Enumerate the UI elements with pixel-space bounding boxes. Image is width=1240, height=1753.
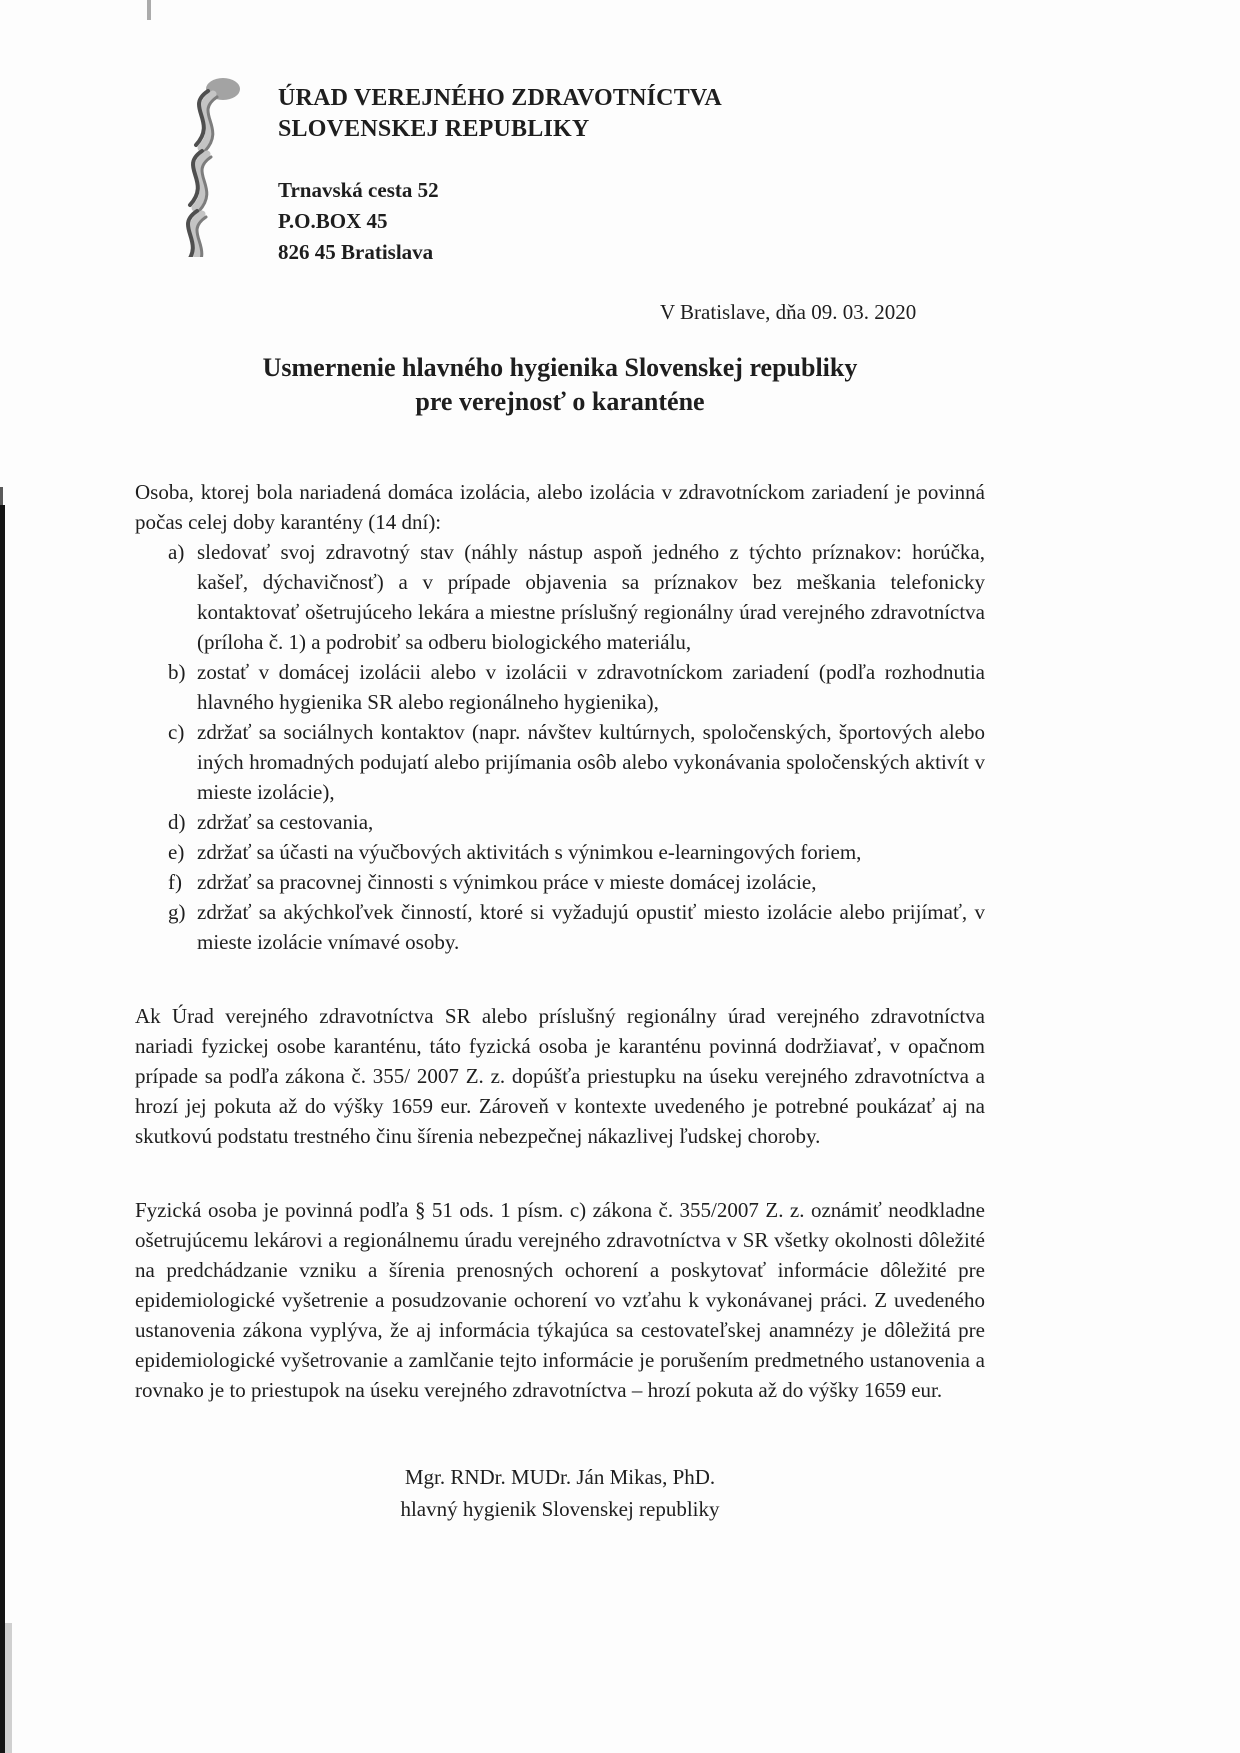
scan-artifact-top-dash: [147, 0, 151, 20]
obligation-list: [135, 537, 985, 957]
uvz-snake-logo-icon: [163, 72, 258, 257]
list-item-f: [135, 867, 985, 897]
list-marker: a): [168, 540, 185, 564]
list-item-a: [135, 537, 985, 657]
list-marker: c): [168, 720, 185, 744]
scan-artifact-bottom-smudge: [5, 1623, 12, 1753]
list-marker: f): [168, 870, 182, 894]
list-item-d: [135, 807, 985, 837]
dateline: V Bratislave, dňa 09. 03. 2020: [660, 300, 917, 324]
letterhead: [278, 83, 978, 268]
list-item-c: [135, 717, 985, 807]
list-marker: g): [168, 900, 186, 924]
list-item-b: [135, 657, 985, 717]
document-title: [135, 351, 985, 419]
signature-title: hlavný hygienik Slovenskej republiky: [400, 1497, 720, 1521]
address-pobox: P.O.BOX 45: [278, 209, 388, 233]
list-marker: d): [168, 810, 186, 834]
list-text: zdržať sa cestovania,: [197, 810, 374, 834]
signature-name: Mgr. RNDr. MUDr. Ján Mikas, PhD.: [404, 1465, 716, 1489]
paragraph-obligation-law: Fyzická osoba je povinná podľa § 51 ods. 1 písm. c) zákona č. 355/2007 Z. z. oznámiť neodkladne ošetrujúcemu lekárovi a regionálnemu úradu verejného zdravotníctva v SR všetky okolnosti dôležité na predchádzanie vzniku a šírenia prenosných ochorení a poskytovať informácie dôležité pre epidemiologické vyšetrenie a posudzovanie ochorení vo vzťahu k vykonávanej práci. Z uvedeného ustanovenia zákona vyplýva, že aj informácia týkajúca sa cestovateľskej anamnézy je dôležitá pre epidemiologické vyšetrovanie a zamlčanie tejto informácie je porušením predmetného ustanovenia a rovnako je to priestupok na úseku verejného zdravotníctva – hrozí pokuta až do výšky 1659 eur.: [135, 1198, 985, 1402]
org-name-line2: SLOVENSKEJ REPUBLIKY: [278, 116, 590, 142]
address-block: [278, 175, 978, 268]
paragraph-penalty: Ak Úrad verejného zdravotníctva SR alebo príslušný regionálny úrad verejného zdravotníctva nariadi fyzickej osobe karanténu, táto fyzická osoba je karanténu povinná dodržiavať, v opačnom prípade sa podľa zákona č. 355/ 2007 Z. z. dopúšťa priestupku na úseku verejného zdravotníctva a hrozí jej pokuta až do výšky 1659 eur. Zároveň v kontexte uvedeného je potrebné poukázať aj na skutkovú podstatu trestného činu šírenia nebezpečnej nákazlivej ľudskej choroby.: [135, 1004, 985, 1148]
list-text: sledovať svoj zdravotný stav (náhly nástup aspoň jedného z týchto príznakov: horúčka, kašeľ, dýchavičnosť) a v prípade objavenia sa príznakov bez meškania telefonicky kontaktovať ošetrujúceho lekára a miestne príslušný regionálny úrad verejného zdravotníctva (príloha č. 1) a podrobiť sa odberu biologického materiálu,: [197, 540, 985, 654]
list-marker: b): [168, 660, 186, 684]
list-text: zdržať sa pracovnej činnosti s výnimkou práce v mieste domácej izolácie,: [197, 870, 817, 894]
list-text: zdržať sa účasti na výučbových aktivitách s výnimkou e-learningových foriem,: [197, 840, 862, 864]
list-marker: e): [168, 840, 185, 864]
org-name-line1: ÚRAD VEREJNÉHO ZDRAVOTNÍCTVA: [278, 85, 722, 111]
intro-paragraph: Osoba, ktorej bola nariadená domáca izolácia, alebo izolácia v zdravotníckom zariadení je povinná počas celej doby karantény (14 dní):: [135, 480, 985, 534]
address-city: 826 45 Bratislava: [278, 240, 434, 264]
list-text: zdržať sa akýchkoľvek činností, ktoré si vyžadujú opustiť miesto izolácie alebo prijímať, v mieste izolácie vnímavé osoby.: [197, 900, 985, 954]
list-item-g: [135, 897, 985, 957]
address-street: Trnavská cesta 52: [278, 178, 439, 202]
list-text: zdržať sa sociálnych kontaktov (napr. návštev kultúrnych, spoločenských, športových alebo iných hromadných podujatí alebo prijímania osôb alebo vykonávania spoločenských aktivít v mieste izolácie),: [197, 720, 985, 804]
list-item-e: [135, 837, 985, 867]
scan-artifact-left-bar: [0, 505, 5, 1753]
document-title-line1: Usmernenie hlavného hygienika Slovenskej republiky: [262, 353, 858, 382]
signature-block: [135, 1461, 985, 1525]
document-title-line2: pre verejnosť o karanténe: [415, 387, 705, 416]
list-text: zostať v domácej izolácii alebo v izolácii v zdravotníckom zariadení (podľa rozhodnutia hlavného hygienika SR alebo regionálneho hygienika),: [197, 660, 985, 714]
document-body: [135, 477, 985, 1525]
